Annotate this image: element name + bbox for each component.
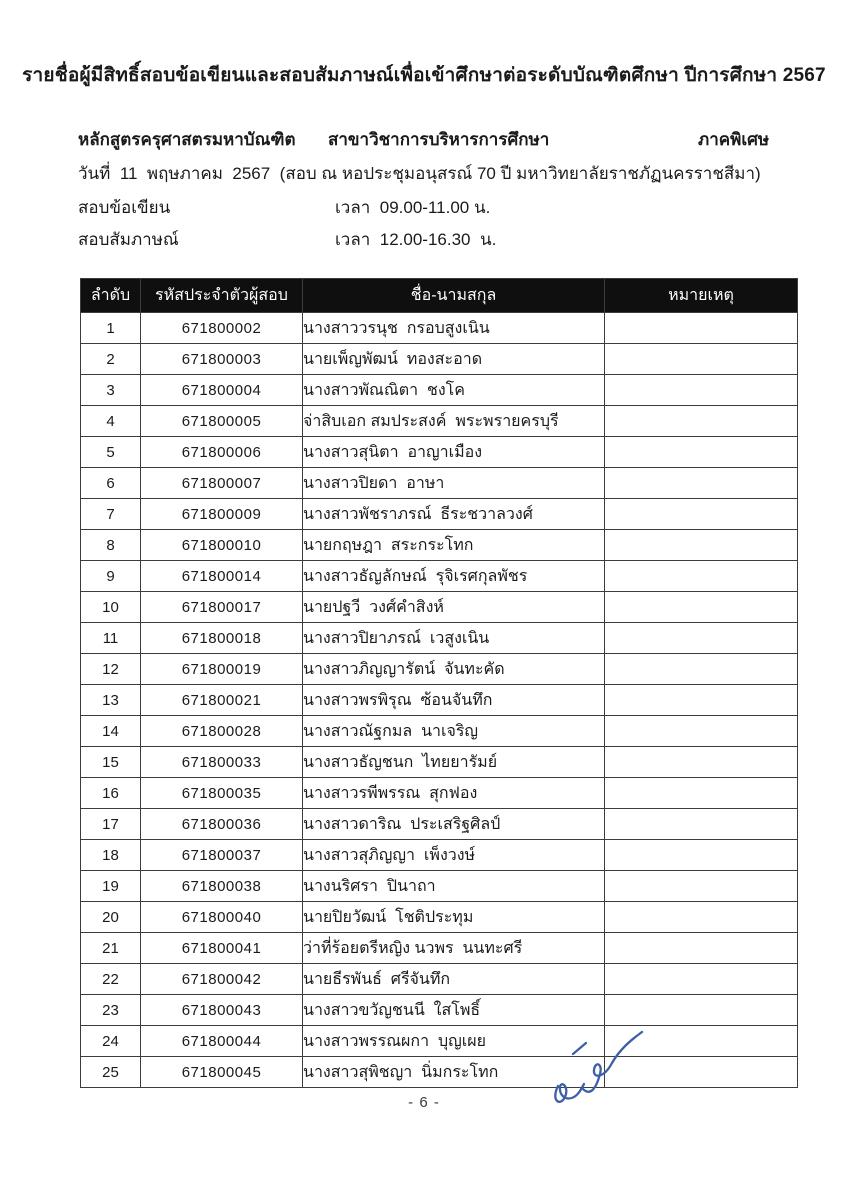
table-row: [81, 902, 798, 933]
cell-remark: [605, 747, 798, 778]
cell-id: 671800038: [141, 871, 303, 902]
cell-no: 20: [81, 902, 141, 933]
table-row: [81, 840, 798, 871]
cell-name: นางสาวธัญชนก ไทยยารัมย์: [303, 747, 605, 778]
interview-exam-line: [0, 226, 848, 252]
cell-id: 671800009: [141, 499, 303, 530]
cell-no: 18: [81, 840, 141, 871]
table-row: [81, 623, 798, 654]
cell-id: 671800037: [141, 840, 303, 871]
cell-id: 671800035: [141, 778, 303, 809]
table-row: [81, 964, 798, 995]
exam-date-line: วันที่ 11 พฤษภาคม 2567 (สอบ ณ หอประชุมอนุสรณ์ 70 ปี มหาวิทยาลัยราชภัฏนครราชสีมา): [78, 164, 761, 183]
written-exam-label: สอบข้อเขียน: [78, 198, 171, 217]
cell-name: นางสาวธัญลักษณ์ รุจิเรศกุลพัชร: [303, 561, 605, 592]
cell-remark: [605, 623, 798, 654]
cell-no: 7: [81, 499, 141, 530]
cell-id: 671800002: [141, 313, 303, 344]
cell-name: นายกฤษฎา สระกระโทก: [303, 530, 605, 561]
table-row: [81, 468, 798, 499]
cell-name: นายเพ็ญพัฒน์ ทองสะอาด: [303, 344, 605, 375]
cell-no: 19: [81, 871, 141, 902]
column-header-name: ชื่อ-นามสกุล: [303, 279, 605, 313]
written-exam-time: เวลา 09.00-11.00 น.: [335, 198, 491, 217]
table-row: [81, 716, 798, 747]
cell-name: นางสาวขวัญชนนี ใสโพธิ์: [303, 995, 605, 1026]
cell-remark: [605, 406, 798, 437]
cell-name: นายปฐวี วงศ์คำสิงห์: [303, 592, 605, 623]
cell-remark: [605, 716, 798, 747]
cell-id: 671800045: [141, 1057, 303, 1088]
cell-name: จ่าสิบเอก สมประสงค์ พระพรายครบุรี: [303, 406, 605, 437]
cell-no: 22: [81, 964, 141, 995]
table-row: [81, 437, 798, 468]
cell-id: 671800043: [141, 995, 303, 1026]
cell-no: 15: [81, 747, 141, 778]
table-row: [81, 871, 798, 902]
cell-no: 1: [81, 313, 141, 344]
cell-name: นางสาวสุนิตา อาญาเมือง: [303, 437, 605, 468]
cell-no: 13: [81, 685, 141, 716]
written-exam-line: [0, 194, 848, 220]
cell-no: 10: [81, 592, 141, 623]
cell-no: 16: [81, 778, 141, 809]
cell-name: นางสาวณัฐกมล นาเจริญ: [303, 716, 605, 747]
cell-no: 4: [81, 406, 141, 437]
session-type: ภาคพิเศษ: [698, 130, 770, 149]
cell-no: 3: [81, 375, 141, 406]
cell-remark: [605, 685, 798, 716]
cell-remark: [605, 871, 798, 902]
cell-id: 671800018: [141, 623, 303, 654]
page-title: รายชื่อผู้มีสิทธิ์สอบข้อเขียนและสอบสัมภาษณ์เพื่อเข้าศึกษาต่อระดับบัณฑิตศึกษา ปีการศึกษา 2567: [22, 65, 826, 86]
cell-id: 671800041: [141, 933, 303, 964]
cell-name: นางสาวปิยดา อาษา: [303, 468, 605, 499]
cell-no: 12: [81, 654, 141, 685]
cell-remark: [605, 964, 798, 995]
cell-id: 671800044: [141, 1026, 303, 1057]
major-name: สาขาวิชาการบริหารการศึกษา: [328, 130, 550, 149]
table-row: [81, 654, 798, 685]
cell-no: 21: [81, 933, 141, 964]
cell-name: นายธีรพันธ์ ศรีจันทึก: [303, 964, 605, 995]
cell-id: 671800006: [141, 437, 303, 468]
cell-name: นางสาวพัณณิตา ชงโค: [303, 375, 605, 406]
cell-id: 671800014: [141, 561, 303, 592]
table-row: [81, 747, 798, 778]
cell-name: นางนริศรา ปินาถา: [303, 871, 605, 902]
cell-remark: [605, 468, 798, 499]
cell-no: 25: [81, 1057, 141, 1088]
cell-name: นางสาวภิญญารัตน์ จันทะคัด: [303, 654, 605, 685]
candidates-table: [80, 278, 798, 1088]
cell-id: 671800028: [141, 716, 303, 747]
cell-id: 671800036: [141, 809, 303, 840]
cell-name: ว่าที่ร้อยตรีหญิง นวพร นนทะศรี: [303, 933, 605, 964]
cell-id: 671800005: [141, 406, 303, 437]
table-row: [81, 406, 798, 437]
cell-remark: [605, 499, 798, 530]
cell-name: นางสาวดาริณ ประเสริฐศิลป์: [303, 809, 605, 840]
table-row: [81, 530, 798, 561]
cell-id: 671800004: [141, 375, 303, 406]
table-header-row: [81, 279, 798, 313]
cell-no: 17: [81, 809, 141, 840]
cell-remark: [605, 1057, 798, 1088]
table-row: [81, 685, 798, 716]
table-row: [81, 592, 798, 623]
table-row: [81, 778, 798, 809]
cell-no: 14: [81, 716, 141, 747]
cell-id: 671800040: [141, 902, 303, 933]
cell-id: 671800017: [141, 592, 303, 623]
cell-remark: [605, 344, 798, 375]
cell-no: 23: [81, 995, 141, 1026]
cell-no: 9: [81, 561, 141, 592]
table-row: [81, 313, 798, 344]
table-row: [81, 933, 798, 964]
cell-no: 11: [81, 623, 141, 654]
table-row: [81, 1057, 798, 1088]
cell-name: นางสาวสุพิชญา นิ่มกระโทก: [303, 1057, 605, 1088]
cell-remark: [605, 654, 798, 685]
cell-name: นายปิยวัฒน์ โชติประทุม: [303, 902, 605, 933]
interview-exam-time: เวลา 12.00-16.30 น.: [335, 230, 497, 249]
cell-remark: [605, 840, 798, 871]
interview-exam-label: สอบสัมภาษณ์: [78, 230, 179, 249]
table-row: [81, 344, 798, 375]
cell-no: 8: [81, 530, 141, 561]
table-row: [81, 561, 798, 592]
cell-remark: [605, 592, 798, 623]
cell-remark: [605, 530, 798, 561]
page-number: - 6 -: [408, 1094, 440, 1111]
cell-id: 671800003: [141, 344, 303, 375]
column-header-remark: หมายเหตุ: [605, 279, 798, 313]
table-row: [81, 375, 798, 406]
cell-id: 671800042: [141, 964, 303, 995]
column-header-no: ลำดับ: [81, 279, 141, 313]
cell-name: นางสาวพัชราภรณ์ ธีระชวาลวงศ์: [303, 499, 605, 530]
table-row: [81, 499, 798, 530]
cell-no: 6: [81, 468, 141, 499]
cell-name: นางสาวพรรณผกา บุญเผย: [303, 1026, 605, 1057]
cell-remark: [605, 778, 798, 809]
cell-name: นางสาวปิยาภรณ์ เวสูงเนิน: [303, 623, 605, 654]
cell-remark: [605, 933, 798, 964]
program-name: หลักสูตรครุศาสตรมหาบัณฑิต: [78, 130, 296, 149]
cell-id: 671800021: [141, 685, 303, 716]
table-row: [81, 1026, 798, 1057]
program-line: [0, 126, 848, 152]
cell-id: 671800019: [141, 654, 303, 685]
cell-name: นางสาวพรพิรุณ ซ้อนจันทึก: [303, 685, 605, 716]
cell-id: 671800007: [141, 468, 303, 499]
cell-remark: [605, 995, 798, 1026]
cell-name: นางสาวรพีพรรณ สุกฟอง: [303, 778, 605, 809]
column-header-candidate-id: รหัสประจำตัวผู้สอบ: [141, 279, 303, 313]
cell-remark: [605, 1026, 798, 1057]
table-row: [81, 809, 798, 840]
cell-remark: [605, 809, 798, 840]
table-row: [81, 995, 798, 1026]
cell-no: 5: [81, 437, 141, 468]
cell-id: 671800033: [141, 747, 303, 778]
cell-no: 2: [81, 344, 141, 375]
cell-name: นางสาววรนุช กรอบสูงเนิน: [303, 313, 605, 344]
cell-remark: [605, 313, 798, 344]
cell-remark: [605, 375, 798, 406]
cell-no: 24: [81, 1026, 141, 1057]
cell-remark: [605, 437, 798, 468]
cell-remark: [605, 902, 798, 933]
cell-name: นางสาวสุภิญญา เพ็งวงษ์: [303, 840, 605, 871]
cell-remark: [605, 561, 798, 592]
cell-id: 671800010: [141, 530, 303, 561]
